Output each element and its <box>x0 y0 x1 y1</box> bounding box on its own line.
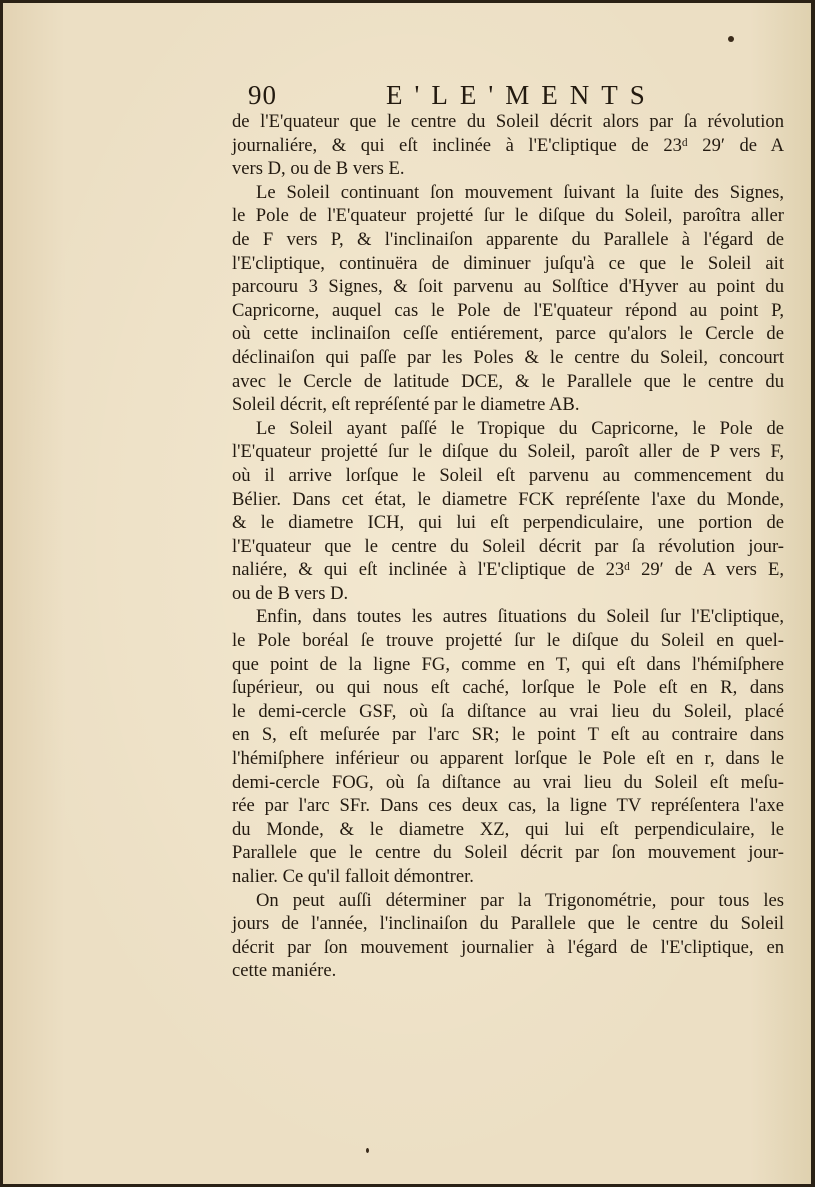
text-line: cette maniére. <box>232 960 337 982</box>
text-line: que point de la ligne FG, comme en T, qui eſt dans l'hémiſphere <box>232 653 784 675</box>
text-line: Capricorne, auquel cas le Pole de l'E'quateur répond au point P, <box>232 299 784 321</box>
ink-spot <box>728 36 734 42</box>
text-line: avec le Cercle de latitude DCE, & le Parallele que le centre du <box>232 370 784 392</box>
text-line: parcouru 3 Signes, & ſoit parvenu au Solſtice d'Hyver au point du <box>232 276 784 298</box>
text-line: naliére, & qui eſt inclinée à l'E'cliptique de 23ᵈ 29′ de A vers E, <box>232 559 784 581</box>
text-line: vers D, ou de B vers E. <box>232 158 405 180</box>
text-line: journaliére, & qui eſt inclinée à l'E'cliptique de 23ᵈ 29′ de A <box>232 134 784 156</box>
page-header <box>248 80 657 110</box>
text-line: en S, eſt meſurée par l'arc SR; le point T eſt au contraire dans <box>232 724 784 746</box>
text-line: nalier. Ce qu'il falloit démontrer. <box>232 866 474 887</box>
text-line: l'E'cliptique, continuëra de diminuer juſqu'à ce que le Soleil ait <box>232 252 784 274</box>
ink-spot <box>366 1148 369 1153</box>
text-line: le Pole de l'E'quateur projetté ſur le diſque du Soleil, paroîtra aller <box>232 205 784 227</box>
text-line: ou de B vers D. <box>232 582 349 604</box>
page-number: 90 <box>248 80 277 110</box>
text-line: l'E'quateur que le centre du Soleil décrit par ſa révolution jour- <box>232 535 784 557</box>
text-line: Le Soleil continuant ſon mouvement ſuivant la ſuite des Signes, <box>256 181 784 203</box>
text-line: où il arrive lorſque le Soleil eſt parvenu au commencement du <box>232 464 784 486</box>
body-text <box>232 110 784 983</box>
text-line: le Pole boréal ſe trouve projetté ſur le diſque du Soleil en quel- <box>232 630 784 652</box>
text-line: Enfin, dans toutes les autres ſituations du Soleil ſur l'E'cliptique, <box>256 606 784 628</box>
text-line: décrit par ſon mouvement journalier à l'égard de l'E'cliptique, en <box>232 936 784 958</box>
text-line: Soleil décrit, eſt repréſenté par le diametre AB. <box>232 394 580 416</box>
text-line: Le Soleil ayant paſſé le Tropique du Capricorne, le Pole de <box>256 417 784 439</box>
text-line: où cette inclinaiſon ceſſe entiérement, parce qu'alors le Cercle de <box>232 323 784 345</box>
text-line: déclinaiſon qui paſſe par les Poles & le centre du Soleil, concourt <box>232 346 784 368</box>
text-line: du Monde, & le diametre XZ, qui lui eſt perpendiculaire, le <box>232 818 784 840</box>
text-line: Bélier. Dans cet état, le diametre FCK repréſente l'axe du Monde, <box>232 488 784 510</box>
text-line: de l'E'quateur que le centre du Soleil décrit alors par ſa révolution <box>232 111 784 132</box>
text-line: Parallele que le centre du Soleil décrit par ſon mouvement jour- <box>232 842 784 864</box>
text-line: l'hémiſphere inférieur ou apparent lorſque le Pole eſt en r, dans le <box>232 748 784 770</box>
text-line: & le diametre ICH, qui lui eſt perpendiculaire, une portion de <box>232 512 784 534</box>
text-line: l'E'quateur projetté ſur le diſque du Soleil, paroît aller de P vers F, <box>232 441 784 463</box>
text-line: jours de l'année, l'inclinaiſon du Parallele que le centre du Soleil <box>232 913 784 935</box>
running-title: E'LE'MENTS <box>386 80 657 110</box>
text-line: On peut auſſi déterminer par la Trigonométrie, pour tous les <box>256 889 784 911</box>
text-line: le demi-cercle GSF, où ſa diſtance au vrai lieu du Soleil, placé <box>232 700 784 722</box>
text-line: de F vers P, & l'inclinaiſon apparente du Parallele à l'égard de <box>232 228 784 250</box>
text-line: demi-cercle FOG, où ſa diſtance au vrai lieu du Soleil eſt meſu- <box>232 771 784 793</box>
text-line: rée par l'arc SFr. Dans ces deux cas, la ligne TV repréſentera l'axe <box>232 795 784 817</box>
text-line: ſupérieur, ou qui nous eſt caché, lorſque le Pole eſt en R, dans <box>232 677 784 699</box>
